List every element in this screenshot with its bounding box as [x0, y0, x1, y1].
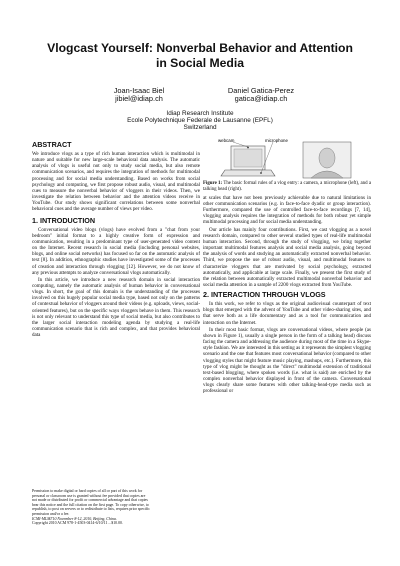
permission-line: bear this notice and the full citation on the first page. To copy otherwise, to [32, 502, 149, 507]
permission-line: republish, to post on servers or to redistribute to lists, requires prior specific [32, 507, 150, 512]
figure-1-illustration [203, 138, 371, 180]
abstract-text: We introduce vlogs as a type of rich human interaction which is multimodal in nature and suitable for new large-scale behavioral data analysis. The automatic analysis of vlogs is useful not only to study social media, but also remote communication scenarios, and requires the integration of methods for multimodal processing and for social media understanding. Based on works from social psychology and computing, we first propose robust audio, visual, and multimodal cues to measure the nonverbal behavior of vloggers in their videos. Then, we investigate the relation between behavior and the attention videos receive in YouTube. Our study shows significant correlations between some nonverbal behavioral cues and the average number of views per video. [32, 151, 200, 213]
permission-line: Permission to make digital or hard copies of all or part of this work for [32, 489, 143, 493]
abstract-heading: ABSTRACT [32, 140, 72, 149]
caption-label: Figure 1: [203, 181, 223, 186]
permission-line: permission and/or a fee. [32, 511, 70, 516]
intro-heading: 1. INTRODUCTION [32, 215, 96, 225]
author-block-2 [196, 87, 326, 103]
webcam-label: webcam [218, 138, 235, 143]
author-name: Daniel Gatica-Perez [227, 86, 295, 95]
author-name: Joan-Isaac Biel [113, 86, 165, 95]
laptop-display [234, 149, 262, 167]
laptop-illustration [218, 138, 288, 176]
right-column [203, 138, 371, 396]
title-line-2: in Social Media [155, 56, 245, 70]
permission-notice [32, 489, 200, 526]
caption-text: The basic formal rules of a vlog entry: a camera, a microphone (left), and a talking head (right). [203, 181, 372, 192]
head-shape [319, 148, 335, 168]
laptop-base [221, 170, 275, 176]
intro-paragraph-1: Conversational video blogs (vlogs) have evolved from a "chat from your bedroom" initial format to a highly creative form of expression and communication, resulting in a predominant type of user-generated video content on the Internet. Recent research in social media (including personal websites, blogs, and online social networks) has focused so far on the automatic analysis of text [8]. In addition, ethnographic studies have investigated some of the processes of creation and interaction through vlogging [12]. However, we do not know of any previous attempts to analyze conversational vlogs automatically. [32, 226, 200, 276]
author-email: jibiel@idiap.ch [115, 94, 163, 104]
permission-line: personal or classroom use is granted without fee provided that copies are [32, 493, 146, 498]
body-paragraph-3: In this work, we refer to vlogs as the original audiovisual counterpart of text blogs that emerged with the advent of YouTube and other video-sharing sites, and that serve both as a life documentary and as a tool for communication and interaction on the Internet. [203, 301, 371, 326]
affiliation-line-3: Switzerland [183, 124, 217, 132]
author-block-1 [74, 87, 204, 103]
permission-line: not made or distributed for profit or commercial advantage and that copies [32, 498, 148, 503]
left-column [32, 140, 200, 339]
microphone-label: microphone [265, 138, 288, 143]
body-paragraph-4: In their most basic format, vlogs are conversational videos, where people (as shown in Figure 1), usually a single person in the form of a talking head) discuss facing the camera and addressing the audience during most of the time in a Skype-style fashion. We are interested in this setting as it represents the simplest vlogging scenario and the one that features most conversational behavior (compared to other vlogging styles that might feature music playing, mashups, etc.). Furthermore, this type of vlog might be thought as the "direct" multimodal extension of traditional text-based blogging, where spoken words (i.e. what is said) are enriched by the complex nonverbal behavior displayed in front of the camera. Conversational vlogs clearly share some features with other talking-head-type media such as professional or [203, 326, 371, 395]
body-paragraph-2: Our article has mainly four contributions. First, we cast vlogging as a novel research domain, compared to other several studied types of real-life multimodal human interaction. Second, through the study of vlogging, we bring together important multimodal features analysis and social media analysis, going beyond the analysis of words and studying an automatically extracted nonverbal behavior. Third, we propose the use of robust audio, visual, and multimodal features to characterize vloggers that are motivated by social psychology, extracted automatically, and applicable at large scale. Finally, we present the first study of the relation between automatically extracted multimodal nonverbal behavior and social media attention in a sample of 2200 vlogs extracted from YouTube. [203, 226, 371, 288]
talking-head-illustration [303, 142, 351, 178]
author-email: gatica@idiap.ch [234, 94, 288, 104]
conference-line: ICMI-MLMI'10 November 8-12, 2010, Beijing, China. [32, 516, 117, 521]
title-line-1: Vlogcast Yourself: Nonverbal Behavior and Attention [47, 41, 353, 55]
figure-1-caption [203, 181, 371, 193]
copyright-line: Copyright 2010 ACM 978-1-4503-0414-6/10/11 ...$10.00. [32, 521, 123, 526]
paper-title [20, 41, 380, 71]
figure-1 [203, 138, 371, 180]
body-paragraph-1: at scales that have not been previously achievable due to natural limitations in other communication scenarios (e.g. in face-to-face dyadic or group interaction). Furthermore, compared the use of controlled face-to-face recordings [7, 14], vlogging analysis requires the integration of methods for both robust yet simple multimodal processing and for social media understanding. [203, 194, 371, 226]
affiliation [80, 110, 320, 132]
section-2-heading: 2. INTERACTION THROUGH VLOGS [203, 290, 326, 300]
affiliation-line-1: Idiap Research Institute [166, 110, 234, 117]
affiliation-line-2: Ecole Polytechnique Federale de Lausanne (EPFL) [127, 117, 273, 125]
intro-paragraph-2: In this article, we introduce a new research domain in social interaction computing, namely the automatic analysis of human behavior in conversational vlogs. In short, the goal of this domain is the understanding of the processes involved on this hugely popular social media type, based not only on the patterns of contextual behavior of vloggers around their videos (e.g. uploads, views, social-oriented features), but on the specific ways vloggers behave in them. This research is not only relevant to understand this type of social media, but also contributes to the larger social interaction modeling agenda by studying a real-life communication scenario that is rich and complex, and that provides behavioral data [32, 276, 200, 339]
